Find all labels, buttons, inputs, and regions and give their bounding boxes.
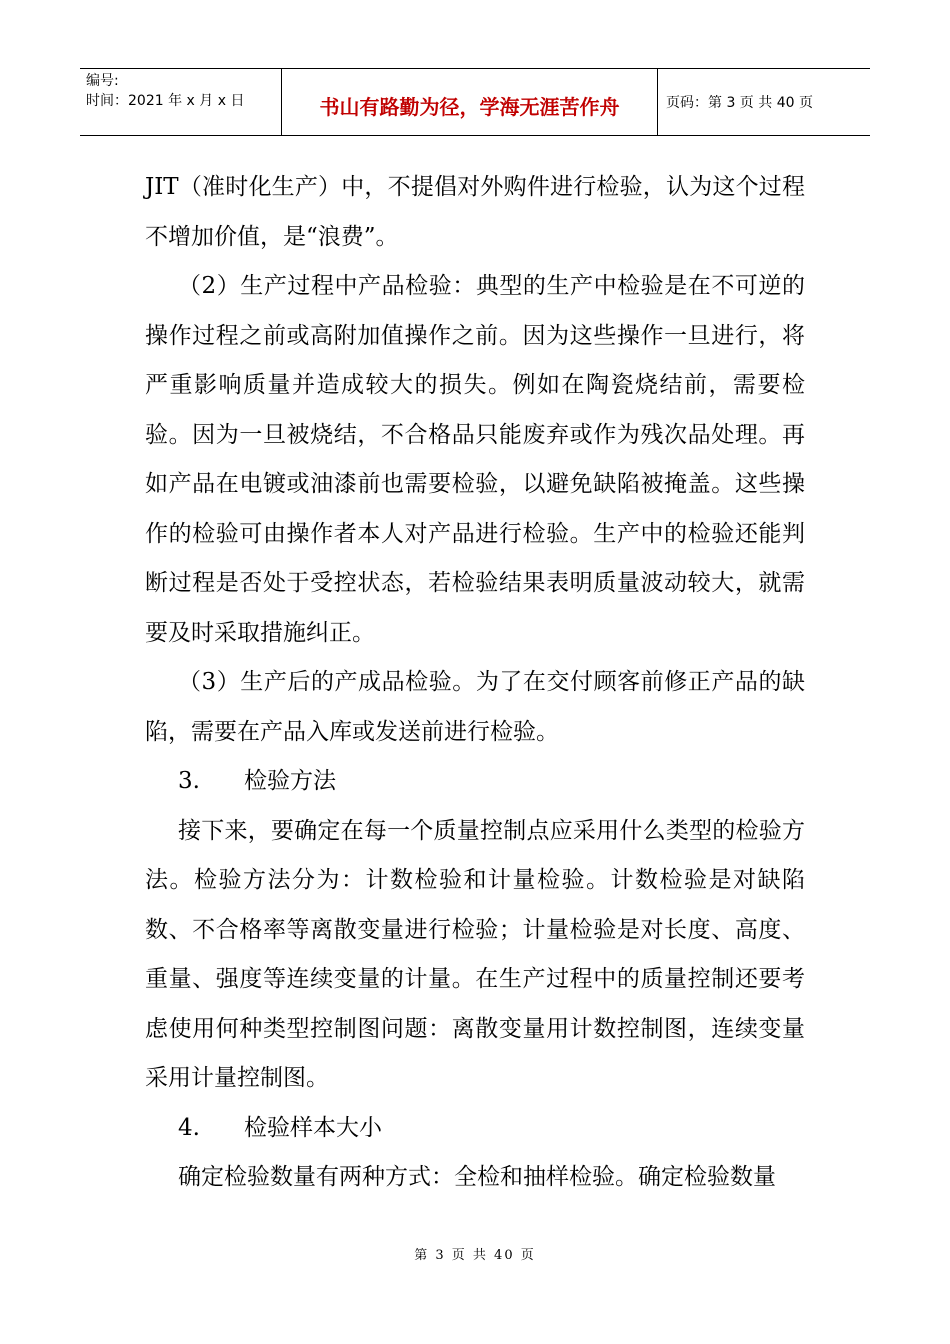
document-body <box>145 163 805 1203</box>
section-number: 4. <box>178 1114 200 1141</box>
section-heading-inspection-method <box>145 757 805 807</box>
page-header <box>80 68 870 136</box>
header-motto: 书山有路勤为径，学海无涯苦作舟 <box>282 69 658 135</box>
header-meta <box>80 69 282 135</box>
section-title: 检验样本大小 <box>244 1114 382 1141</box>
date-label: 时间：2021 年 x 月 x 日 <box>86 93 245 109</box>
section-title: 检验方法 <box>244 768 336 794</box>
paragraph-in-process-inspection: （2）生产过程中产品检验：典型的生产中检验是在不可逆的操作过程之前或高附加值操作之前。因为这些操作一旦进行，将严重影响质量并造成较大的损失。例如在陶瓷烧结前，需要检验。因为一旦被烧结，不合格品只能废弃或作为残次品处理。再如产品在电镀或油漆前也需要检验，以避免缺陷被掩盖。这些操作的检验可由操作者本人对产品进行检验。生产中的检验还能判断过程是否处于受控状态，若检验结果表明质量波动较大，就需要及时采取措施纠正。 <box>145 273 805 646</box>
paragraph-inspection-method: 接下来，要确定在每一个质量控制点应采用什么类型的检验方法。检验方法分为：计数检验和计量检验。计数检验是对缺陷数、不合格率等离散变量进行检验；计量检验是对长度、高度、重量、强度等连续变量的计量。在生产过程中的质量控制还要考虑使用何种类型控制图问题：离散变量用计数控制图，连续变量采用计量控制图。 <box>145 817 805 1091</box>
paragraph-final-inspection: （3）生产后的产成品检验。为了在交付顾客前修正产品的缺陷，需要在产品入库或发送前进行检验。 <box>145 669 805 745</box>
section-heading-sample-size <box>145 1104 805 1154</box>
section-number: 3. <box>178 768 200 794</box>
paragraph-jit: JIT（准时化生产）中，不提倡对外购件进行检验，认为这个过程不增加价值，是“浪费”。 <box>145 174 805 250</box>
header-page-info: 页码：第 3 页 共 40 页 <box>666 95 813 111</box>
paragraph-sample-size: 确定检验数量有两种方式：全检和抽样检验。确定检验数量 <box>178 1164 776 1190</box>
page-footer: 第 3 页 共 40 页 <box>414 1248 536 1263</box>
code-label: 编号: <box>86 73 119 89</box>
